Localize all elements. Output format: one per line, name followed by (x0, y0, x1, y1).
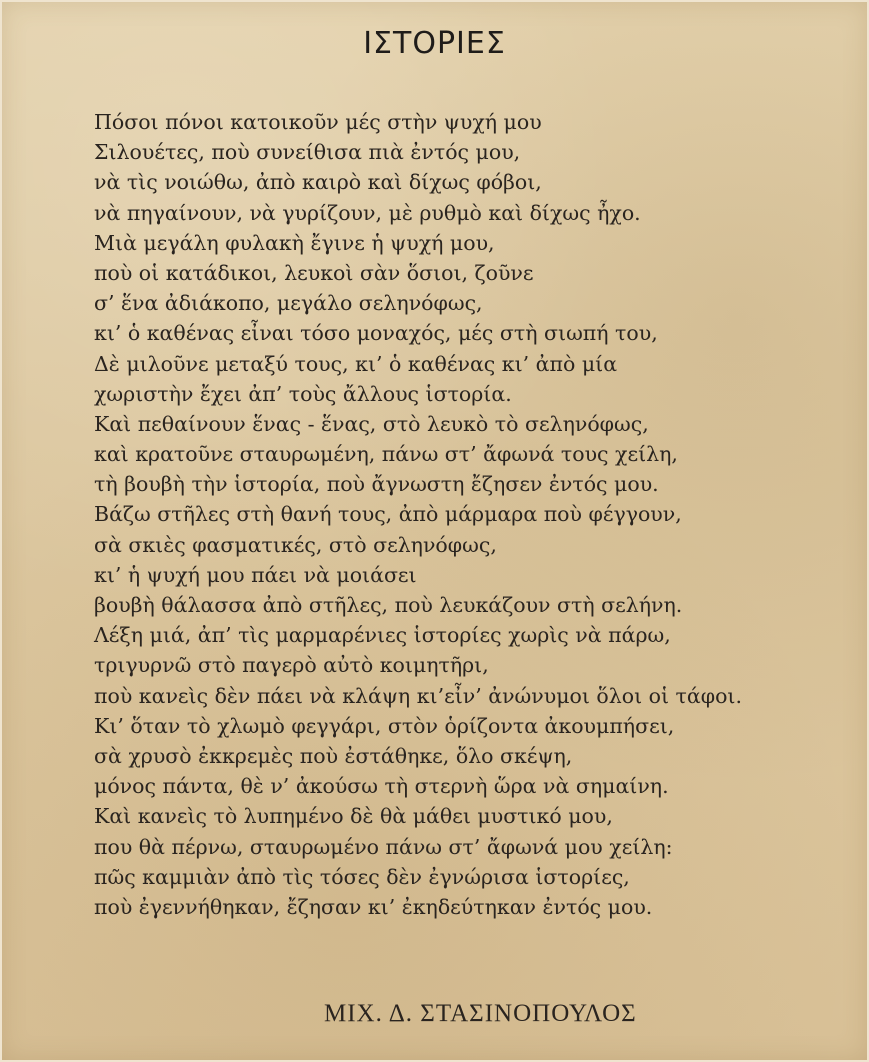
poem-line: σ’ ἕνα ἀδιάκοπο, μεγάλο σεληνόφως, (94, 291, 483, 316)
poem-line: Δὲ μιλοῦνε μεταξύ τους, κι’ ὁ καθένας κι’ ἀπὸ μία (94, 351, 618, 376)
poem-line: νὰ πηγαίνουν, νὰ γυρίζουν, μὲ ρυθμὸ καὶ δίχως ἦχο. (94, 200, 641, 225)
poem-line: πῶς καμμιὰν ἀπὸ τὶς τόσες δὲν ἐγνώρισα ἱστορίες, (94, 864, 630, 889)
poem-line: καὶ κρατοῦνε σταυρωμένη, πάνω στ’ ἄφωνά τους χείλη, (94, 442, 678, 467)
poem-line: Σιλουέτες, ποὺ συνείθισα πιὰ ἐντός μου, (94, 140, 521, 165)
poem-line: σὰ χρυσὸ ἐκκρεμὲς ποὺ ἐστάθηκε, ὅλο σκέψη, (94, 743, 573, 768)
poem-line: μόνος πάντα, θὲ ν’ ἀκούσω τὴ στερνὴ ὥρα νὰ σημαίνη. (94, 774, 669, 799)
poem-line: Καὶ κανεὶς τὸ λυπημένο δὲ θὰ μάθει μυστικό μου, (94, 804, 613, 829)
poem-line: Καὶ πεθαίνουν ἕνας - ἕνας, στὸ λευκὸ τὸ σεληνόφως, (94, 411, 649, 436)
poem-line: ποὺ οἱ κατάδικοι, λευκοὶ σὰν ὅσιοι, ζοῦνε (94, 260, 534, 285)
poem-line: Πόσοι πόνοι κατοικοῦν μές στὴν ψυχή μου (94, 110, 542, 134)
poem-line: Βάζω στῆλες στὴ θανή τους, ἀπὸ μάρμαρα ποὺ φέγγουν, (94, 502, 682, 527)
poem-line: νὰ τὶς νοιώθω, ἀπὸ καιρὸ καὶ δίχως φόβοι, (94, 170, 542, 195)
poem-line: τὴ βουβὴ τὴν ἱστορία, ποὺ ἄγνωστη ἔζησεν ἐντός μου. (94, 472, 659, 497)
poem-line: που θὰ πέρνω, σταυρωμένο πάνω στ’ ἄφωνά μου χείλη: (94, 834, 673, 859)
author-signature: ΜΙΧ. Δ. ΣΤΑΣΙΝΟΠΟΥΛΟΣ (324, 1000, 637, 1027)
poem-line: βουβὴ θάλασσα ἀπὸ στῆλες, ποὺ λευκάζουν στὴ σελήνη. (94, 593, 683, 617)
poem-line: ποὺ ἐγεννήθηκαν, ἔζησαν κι’ ἐκηδεύτηκαν ἐντός μου. (94, 894, 653, 919)
poem-line: κι’ ἡ ψυχή μου πάει νὰ μοιάσει (94, 562, 417, 587)
poem-line: σὰ σκιὲς φασματικές, στὸ σεληνόφως, (94, 532, 497, 557)
poem-line: Κι’ ὅταν τὸ χλωμὸ φεγγάρι, στὸν ὁρίζοντα ἀκουμπήσει, (94, 713, 675, 738)
poem-line: κι’ ὁ καθένας εἶναι τόσο μοναχός, μές στὴ σιωπή του, (94, 321, 658, 346)
poem-line: Λέξη μιά, ἀπ’ τὶς μαρμαρένιες ἱστορίες χωρὶς νὰ πάρω, (94, 623, 671, 648)
poem-line: τριγυρνῶ στὸ παγερὸ αὐτὸ κοιμητῆρι, (94, 653, 489, 678)
poem-title: ΙΣΤΟΡΙΕΣ (363, 26, 506, 61)
poem-line: Μιὰ μεγάλη φυλακὴ ἔγινε ἡ ψυχή μου, (94, 230, 495, 255)
poem-body (94, 107, 794, 922)
poem-line: χωριστὴν ἔχει ἀπ’ τοὺς ἄλλους ἱστορία. (94, 381, 512, 406)
poem-line: ποὺ κανεὶς δὲν πάει νὰ κλάψη κι’εἶν’ ἀνώνυμοι ὅλοι οἱ τάφοι. (94, 683, 742, 708)
